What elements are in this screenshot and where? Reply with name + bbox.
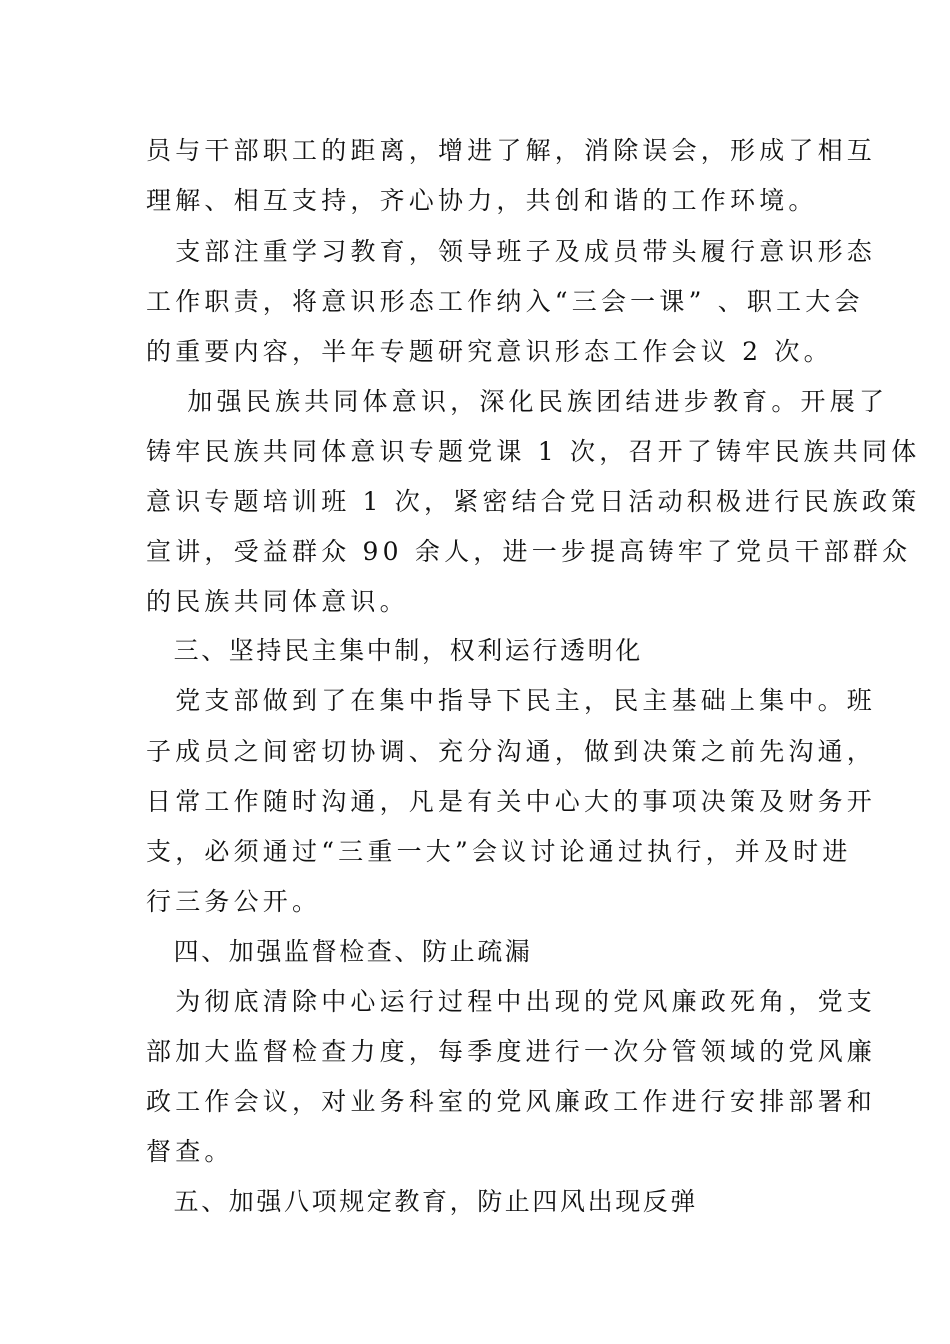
paragraph-line: 党支部做到了在集中指导下民主，民主基础上集中。班 [146,686,877,715]
paragraph-line: 为彻底清除中心运行过程中出现的党风廉政死角，党支 [146,987,877,1016]
paragraph-line: 部加大监督检查力度，每季度进行一次分管领域的党风廉 [146,1037,877,1066]
paragraph-line: 督查。 [146,1137,234,1166]
paragraph-line: 政工作会议，对业务科室的党风廉政工作进行安排部署和 [146,1087,877,1116]
paragraph-line: 支，必须通过“三重一大”会议讨论通过执行，并及时进 [146,837,852,866]
paragraph-line: 意识专题培训班 1 次，紧密结合党日活动积极进行民族政策 [146,487,921,516]
paragraph-line: 的民族共同体意识。 [146,587,409,616]
paragraph-line: 的重要内容，半年专题研究意识形态工作会议 2 次。 [146,337,833,366]
paragraph-line: 支部注重学习教育，领导班子及成员带头履行意识形态 [146,237,877,266]
paragraph-line: 宣讲，受益群众 90 余人，进一步提高铸牢了党员干部群众 [146,537,912,566]
paragraph-line: 日常工作随时沟通，凡是有关中心大的事项决策及财务开 [146,787,877,816]
paragraph-line: 子成员之间密切协调、充分沟通，做到决策之前先沟通， [146,737,877,766]
paragraph-line: 铸牢民族共同体意识专题党课 1 次，召开了铸牢民族共同体 [146,437,921,466]
paragraph-line: 工作职责，将意识形态工作纳入“三会一课” 、职工大会 [146,287,864,316]
section-heading: 四、加强监督检查、防止疏漏 [146,937,533,966]
paragraph-line: 加强民族共同体意识，深化民族团结进步教育。开展了 [146,387,889,416]
paragraph-line: 行三务公开。 [146,887,322,916]
section-heading: 三、坚持民主集中制，权利运行透明化 [146,636,643,665]
section-heading: 五、加强八项规定教育，防止四风出现反弹 [146,1187,699,1216]
paragraph-line: 员与干部职工的距离，增进了解，消除误会，形成了相互 [146,136,877,165]
paragraph-line: 理解、相互支持，齐心协力，共创和谐的工作环境。 [146,186,818,215]
